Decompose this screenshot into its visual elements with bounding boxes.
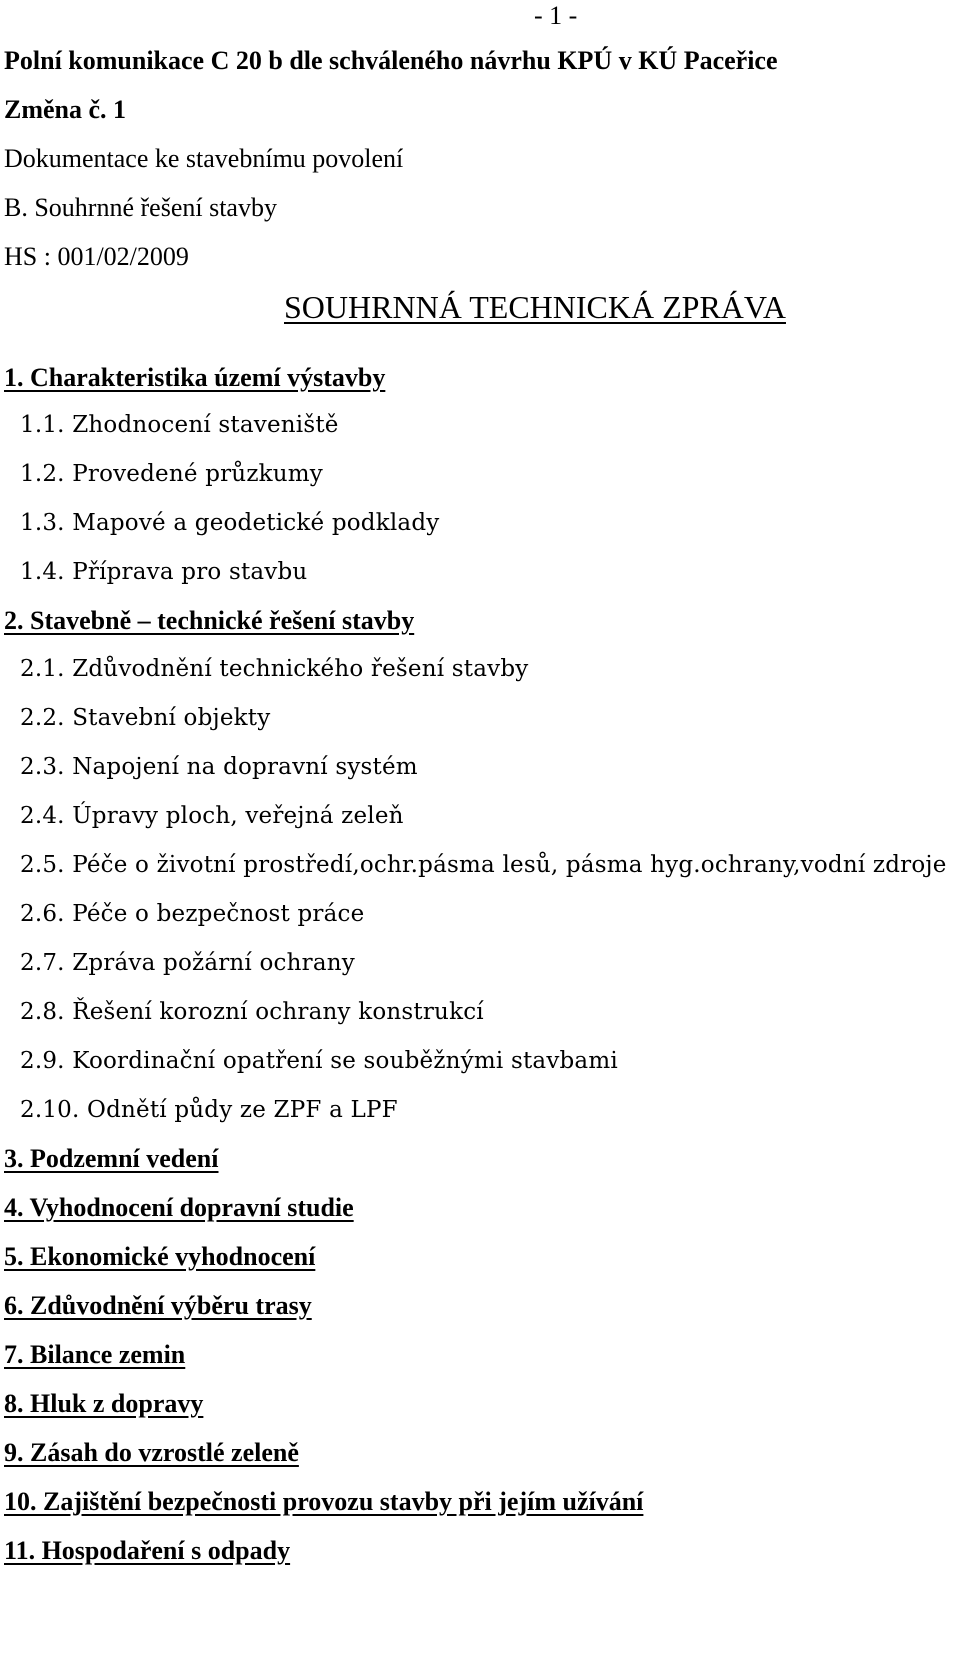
toc-item-2-2: 2.2. Stavební objekty	[20, 705, 271, 731]
toc-item-2-8: 2.8. Řešení korozní ochrany konstrukcí	[20, 999, 484, 1025]
toc-section-7: 7. Bilance zemin	[4, 1340, 186, 1369]
toc-section-1: 1. Charakteristika území výstavby	[4, 363, 386, 392]
toc-section-9: 9. Zásah do vzrostlé zeleně	[4, 1438, 299, 1467]
toc-item-1-3: 1.3. Mapové a geodetické podklady	[20, 510, 440, 536]
toc-section-2: 2. Stavebně – technické řešení stavby	[4, 606, 415, 635]
toc-item-1-4: 1.4. Příprava pro stavbu	[20, 559, 308, 585]
toc-section-6: 6. Zdůvodnění výběru trasy	[4, 1291, 312, 1320]
toc-item-2-10: 2.10. Odnětí půdy ze ZPF a LPF	[20, 1097, 398, 1123]
hs-number: HS : 001/02/2009	[4, 242, 189, 271]
toc-item-2-5: 2.5. Péče o životní prostředí,ochr.pásma lesů, pásma hyg.ochrany,vodní zdroje	[20, 852, 947, 878]
toc-item-2-9: 2.9. Koordinační opatření se souběžnými stavbami	[20, 1048, 618, 1074]
toc-section-10: 10. Zajištění bezpečnosti provozu stavby při jejím užívání	[4, 1487, 644, 1516]
document-title: SOUHRNNÁ TECHNICKÁ ZPRÁVA	[284, 289, 786, 325]
toc-section-4: 4. Vyhodnocení dopravní studie	[4, 1193, 354, 1222]
document-part: B. Souhrnné řešení stavby	[4, 193, 277, 222]
toc-item-2-1: 2.1. Zdůvodnění technického řešení stavby	[20, 656, 529, 682]
toc-item-2-3: 2.3. Napojení na dopravní systém	[20, 754, 418, 780]
toc-section-5: 5. Ekonomické vyhodnocení	[4, 1242, 316, 1271]
change-number: Změna č. 1	[4, 95, 127, 124]
toc-section-8: 8. Hluk z dopravy	[4, 1389, 204, 1418]
page-number: - 1 -	[534, 1, 578, 30]
toc-item-2-7: 2.7. Zpráva požární ochrany	[20, 950, 355, 976]
toc-item-1-1: 1.1. Zhodnocení staveniště	[20, 412, 339, 438]
toc-item-2-6: 2.6. Péče o bezpečnost práce	[20, 901, 365, 927]
toc-item-2-4: 2.4. Úpravy ploch, veřejná zeleň	[20, 803, 404, 829]
project-name: Polní komunikace C 20 b dle schváleného návrhu KPÚ v KÚ Paceřice	[4, 46, 778, 75]
toc-section-11: 11. Hospodaření s odpady	[4, 1536, 291, 1565]
document-type: Dokumentace ke stavebnímu povolení	[4, 144, 404, 173]
toc-item-1-2: 1.2. Provedené průzkumy	[20, 461, 323, 487]
toc-section-3: 3. Podzemní vedení	[4, 1144, 219, 1173]
